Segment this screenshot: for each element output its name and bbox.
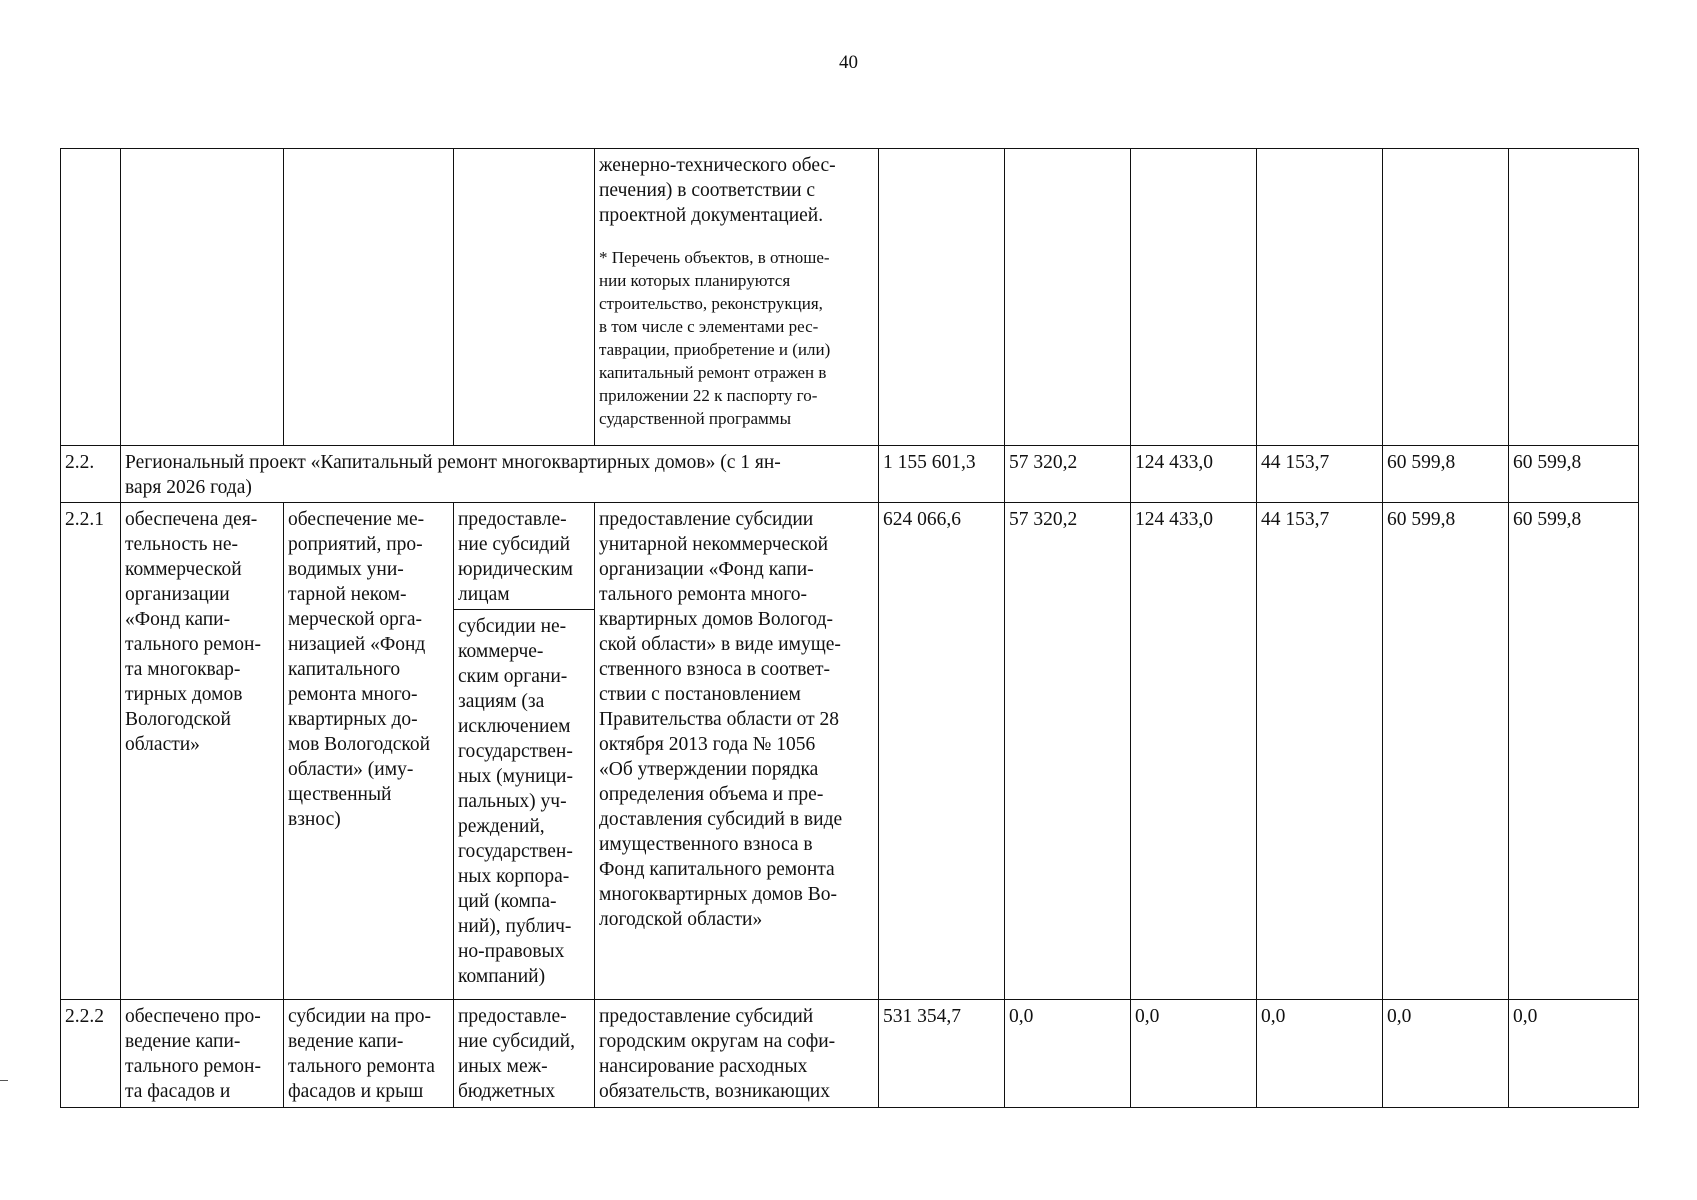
cell-value xyxy=(1005,149,1131,446)
value-year-1: 57 320,2 xyxy=(1005,503,1131,1000)
cell-description: предоставление субсидий городским округам на софи- нансирование расходных обязательств, возникающих xyxy=(595,1000,879,1108)
cell-value xyxy=(1257,149,1383,446)
cell-value xyxy=(1131,149,1257,446)
value-year-4: 0,0 xyxy=(1383,1000,1509,1108)
value-year-1: 57 320,2 xyxy=(1005,446,1131,503)
cell-description xyxy=(595,149,879,446)
value-year-5: 60 599,8 xyxy=(1509,446,1639,503)
project-title: Региональный проект «Капитальный ремонт многоквартирных домов» (с 1 ян- варя 2026 года) xyxy=(121,446,879,503)
value-total: 531 354,7 xyxy=(879,1000,1005,1108)
table-row-2-2-2 xyxy=(61,1000,1639,1108)
value-year-2: 124 433,0 xyxy=(1131,446,1257,503)
value-year-3: 44 153,7 xyxy=(1257,446,1383,503)
cell-num xyxy=(61,149,121,446)
program-table xyxy=(60,148,1639,1108)
value-year-4: 60 599,8 xyxy=(1383,503,1509,1000)
value-total: 624 066,6 xyxy=(879,503,1005,1000)
description-text: женерно-технического обес- печения) в соответствии с проектной документацией. xyxy=(599,155,836,226)
cell-type xyxy=(454,503,595,1000)
cell-result xyxy=(121,149,284,446)
cell-value xyxy=(1383,149,1509,446)
margin-mark xyxy=(0,1080,8,1081)
cell-result: обеспечена дея- тельность не- коммерческой организации «Фонд капи- тального ремон- та многоквар- тирных домов Вологодской области» xyxy=(121,503,284,1000)
page-number: 40 xyxy=(839,52,858,73)
table-row-continuation xyxy=(61,149,1639,446)
table-row-2-2 xyxy=(61,446,1639,503)
cell-event: субсидии на про- ведение капи- тального ремонта фасадов и крыш xyxy=(284,1000,454,1108)
cell-value xyxy=(1509,149,1639,446)
row-number: 2.2.1 xyxy=(61,503,121,1000)
cell-type xyxy=(454,149,595,446)
value-year-4: 60 599,8 xyxy=(1383,446,1509,503)
value-year-2: 0,0 xyxy=(1131,1000,1257,1108)
cell-event: обеспечение ме- роприятий, про- водимых уни- тарной неком- мерческой орга- низацией «Фонд капитального ремонта много- квартирных до- мов Вологодской области» (иму- щественный взнос) xyxy=(284,503,454,1000)
value-year-3: 44 153,7 xyxy=(1257,503,1383,1000)
footnote-text: * Перечень объектов, в отноше- нии которых планируются строительство, реконструкция, в том числе с элементами рес- таврации, приобретение и (или) капитальный ремонт отражен в приложении 22 к паспорту го- сударственной программы xyxy=(599,248,831,428)
value-year-5: 0,0 xyxy=(1509,1000,1639,1108)
type-subcell-bottom: субсидии не- коммерче- ским органи- зациям (за исключением государствен- ных (муници- пальных) уч- реждений, государствен- ных корпора- ций (компа- ний), публич- но-правовых компаний) xyxy=(458,616,573,987)
row-number: 2.2. xyxy=(61,446,121,503)
value-year-5: 60 599,8 xyxy=(1509,503,1639,1000)
value-year-1: 0,0 xyxy=(1005,1000,1131,1108)
type-subcell-top: предоставле- ние субсидий юридическим лицам xyxy=(454,507,594,610)
cell-value xyxy=(879,149,1005,446)
cell-description: предоставление субсидии унитарной некоммерческой организации «Фонд капи- тального ремонта много- квартирных домов Вологод- ской области» в виде имуще- ственного взноса в соответ- ствии с постановлением Правительства области от 28 октября 2013 года № 1056 «Об утверждении порядка определения объема и пре- доставления субсидий в виде имущественного взноса в Фонд капитального ремонта многоквартирных домов Во- логодской области» xyxy=(595,503,879,1000)
cell-type: предоставле- ние субсидий, иных меж- бюджетных xyxy=(454,1000,595,1108)
cell-result: обеспечено про- ведение капи- тального ремон- та фасадов и xyxy=(121,1000,284,1108)
value-total: 1 155 601,3 xyxy=(879,446,1005,503)
table-row-2-2-1 xyxy=(61,503,1639,1000)
value-year-3: 0,0 xyxy=(1257,1000,1383,1108)
value-year-2: 124 433,0 xyxy=(1131,503,1257,1000)
cell-event xyxy=(284,149,454,446)
row-number: 2.2.2 xyxy=(61,1000,121,1108)
